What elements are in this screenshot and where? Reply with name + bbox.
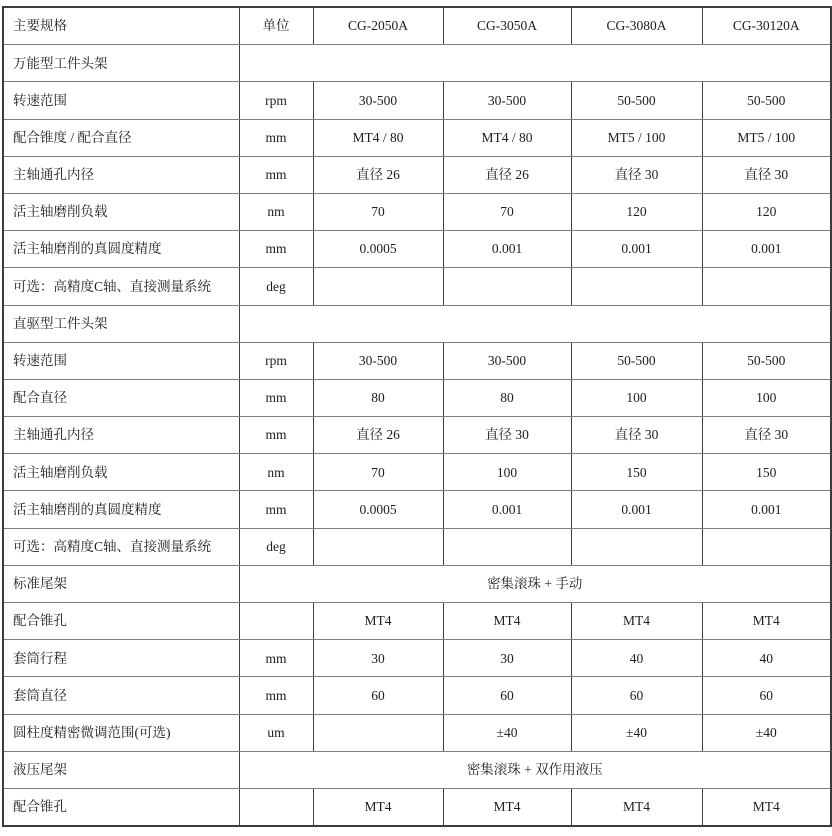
row-label: 活主轴磨削负载	[3, 193, 239, 230]
row-label: 可选：高精度C轴、直接测量系统	[3, 528, 239, 565]
value-cell: 80	[443, 379, 571, 416]
value-cell: ±40	[571, 714, 702, 751]
data-row	[3, 193, 831, 230]
header-model: CG-2050A	[313, 7, 443, 45]
data-row	[3, 417, 831, 454]
data-row	[3, 231, 831, 268]
row-label: 可选：高精度C轴、直接测量系统	[3, 268, 239, 305]
value-cell: 直径 30	[702, 417, 831, 454]
value-cell: 30-500	[443, 342, 571, 379]
value-cell: MT4	[313, 603, 443, 640]
data-row	[3, 454, 831, 491]
data-row	[3, 491, 831, 528]
row-label: 配合锥度 / 配合直径	[3, 119, 239, 156]
row-label: 万能型工件头架	[3, 45, 239, 82]
row-label: 转速范围	[3, 342, 239, 379]
value-cell: 80	[313, 379, 443, 416]
value-cell: 50-500	[702, 342, 831, 379]
value-cell	[571, 528, 702, 565]
data-row	[3, 379, 831, 416]
header-unit: 单位	[239, 7, 313, 45]
value-cell: 直径 30	[702, 156, 831, 193]
section-span-cell: 密集滚珠 + 双作用液压	[239, 751, 831, 788]
value-cell: MT4	[571, 788, 702, 826]
unit-cell: mm	[239, 677, 313, 714]
value-cell	[313, 714, 443, 751]
value-cell: MT4	[702, 788, 831, 826]
value-cell: 0.001	[571, 491, 702, 528]
row-label: 活主轴磨削的真圆度精度	[3, 491, 239, 528]
header-model: CG-3080A	[571, 7, 702, 45]
value-cell: 100	[571, 379, 702, 416]
row-label: 配合锥孔	[3, 603, 239, 640]
row-label: 主轴通孔内径	[3, 156, 239, 193]
row-label: 转速范围	[3, 82, 239, 119]
row-label: 圆柱度精密微调范围(可选)	[3, 714, 239, 751]
value-cell	[443, 528, 571, 565]
value-cell: 50-500	[571, 342, 702, 379]
value-cell: 120	[702, 193, 831, 230]
section-span-cell	[239, 45, 831, 82]
row-label: 套筒直径	[3, 677, 239, 714]
value-cell: 70	[313, 454, 443, 491]
value-cell: 30-500	[443, 82, 571, 119]
row-label: 标准尾架	[3, 565, 239, 602]
value-cell: MT4 / 80	[443, 119, 571, 156]
value-cell: MT4	[313, 788, 443, 826]
value-cell: 50-500	[702, 82, 831, 119]
value-cell: 70	[443, 193, 571, 230]
unit-cell: deg	[239, 268, 313, 305]
section-row	[3, 751, 831, 788]
unit-cell: mm	[239, 640, 313, 677]
value-cell: 0.001	[702, 491, 831, 528]
unit-cell	[239, 603, 313, 640]
value-cell: 120	[571, 193, 702, 230]
unit-cell: nm	[239, 454, 313, 491]
unit-cell: mm	[239, 156, 313, 193]
section-row	[3, 565, 831, 602]
value-cell: 直径 30	[443, 417, 571, 454]
data-row	[3, 156, 831, 193]
section-span-cell: 密集滚珠 + 手动	[239, 565, 831, 602]
row-label: 液压尾架	[3, 751, 239, 788]
value-cell: ±40	[443, 714, 571, 751]
value-cell: 50-500	[571, 82, 702, 119]
value-cell: 30	[313, 640, 443, 677]
value-cell: 0.001	[443, 491, 571, 528]
unit-cell: mm	[239, 379, 313, 416]
section-row	[3, 45, 831, 82]
row-label: 套筒行程	[3, 640, 239, 677]
value-cell: 直径 26	[313, 156, 443, 193]
value-cell: 30	[443, 640, 571, 677]
header-model: CG-3050A	[443, 7, 571, 45]
unit-cell: rpm	[239, 342, 313, 379]
value-cell: 30-500	[313, 342, 443, 379]
value-cell	[702, 268, 831, 305]
value-cell	[702, 528, 831, 565]
value-cell: 0.0005	[313, 231, 443, 268]
data-row	[3, 528, 831, 565]
row-label: 活主轴磨削的真圆度精度	[3, 231, 239, 268]
value-cell: 60	[443, 677, 571, 714]
value-cell: MT5 / 100	[702, 119, 831, 156]
data-row	[3, 677, 831, 714]
unit-cell: deg	[239, 528, 313, 565]
value-cell: 直径 26	[443, 156, 571, 193]
value-cell: 40	[571, 640, 702, 677]
header-row	[3, 7, 831, 45]
value-cell: 60	[571, 677, 702, 714]
value-cell: MT4 / 80	[313, 119, 443, 156]
value-cell: 60	[702, 677, 831, 714]
data-row	[3, 268, 831, 305]
value-cell: 0.0005	[313, 491, 443, 528]
value-cell: 直径 30	[571, 156, 702, 193]
unit-cell: mm	[239, 231, 313, 268]
value-cell: 直径 26	[313, 417, 443, 454]
value-cell: 0.001	[571, 231, 702, 268]
section-row	[3, 305, 831, 342]
data-row	[3, 603, 831, 640]
unit-cell: um	[239, 714, 313, 751]
value-cell: MT4	[443, 788, 571, 826]
data-row	[3, 640, 831, 677]
value-cell	[313, 268, 443, 305]
value-cell: 100	[443, 454, 571, 491]
section-span-cell	[239, 305, 831, 342]
header-model: CG-30120A	[702, 7, 831, 45]
value-cell: 0.001	[443, 231, 571, 268]
value-cell: 60	[313, 677, 443, 714]
value-cell: ±40	[702, 714, 831, 751]
data-row	[3, 119, 831, 156]
value-cell: 150	[702, 454, 831, 491]
unit-cell	[239, 788, 313, 826]
value-cell: MT5 / 100	[571, 119, 702, 156]
value-cell	[313, 528, 443, 565]
value-cell: 150	[571, 454, 702, 491]
value-cell: MT4	[443, 603, 571, 640]
unit-cell: mm	[239, 119, 313, 156]
row-label: 配合直径	[3, 379, 239, 416]
data-row	[3, 788, 831, 826]
data-row	[3, 342, 831, 379]
header-spec-title: 主要规格	[3, 7, 239, 45]
value-cell: MT4	[571, 603, 702, 640]
spec-table	[2, 6, 832, 827]
row-label: 活主轴磨削负载	[3, 454, 239, 491]
data-row	[3, 82, 831, 119]
value-cell	[571, 268, 702, 305]
value-cell: 30-500	[313, 82, 443, 119]
value-cell: 直径 30	[571, 417, 702, 454]
unit-cell: mm	[239, 491, 313, 528]
value-cell: 40	[702, 640, 831, 677]
value-cell: MT4	[702, 603, 831, 640]
value-cell	[443, 268, 571, 305]
value-cell: 100	[702, 379, 831, 416]
unit-cell: rpm	[239, 82, 313, 119]
value-cell: 70	[313, 193, 443, 230]
unit-cell: mm	[239, 417, 313, 454]
value-cell: 0.001	[702, 231, 831, 268]
row-label: 主轴通孔内径	[3, 417, 239, 454]
row-label: 配合锥孔	[3, 788, 239, 826]
data-row	[3, 714, 831, 751]
unit-cell: nm	[239, 193, 313, 230]
row-label: 直驱型工件头架	[3, 305, 239, 342]
